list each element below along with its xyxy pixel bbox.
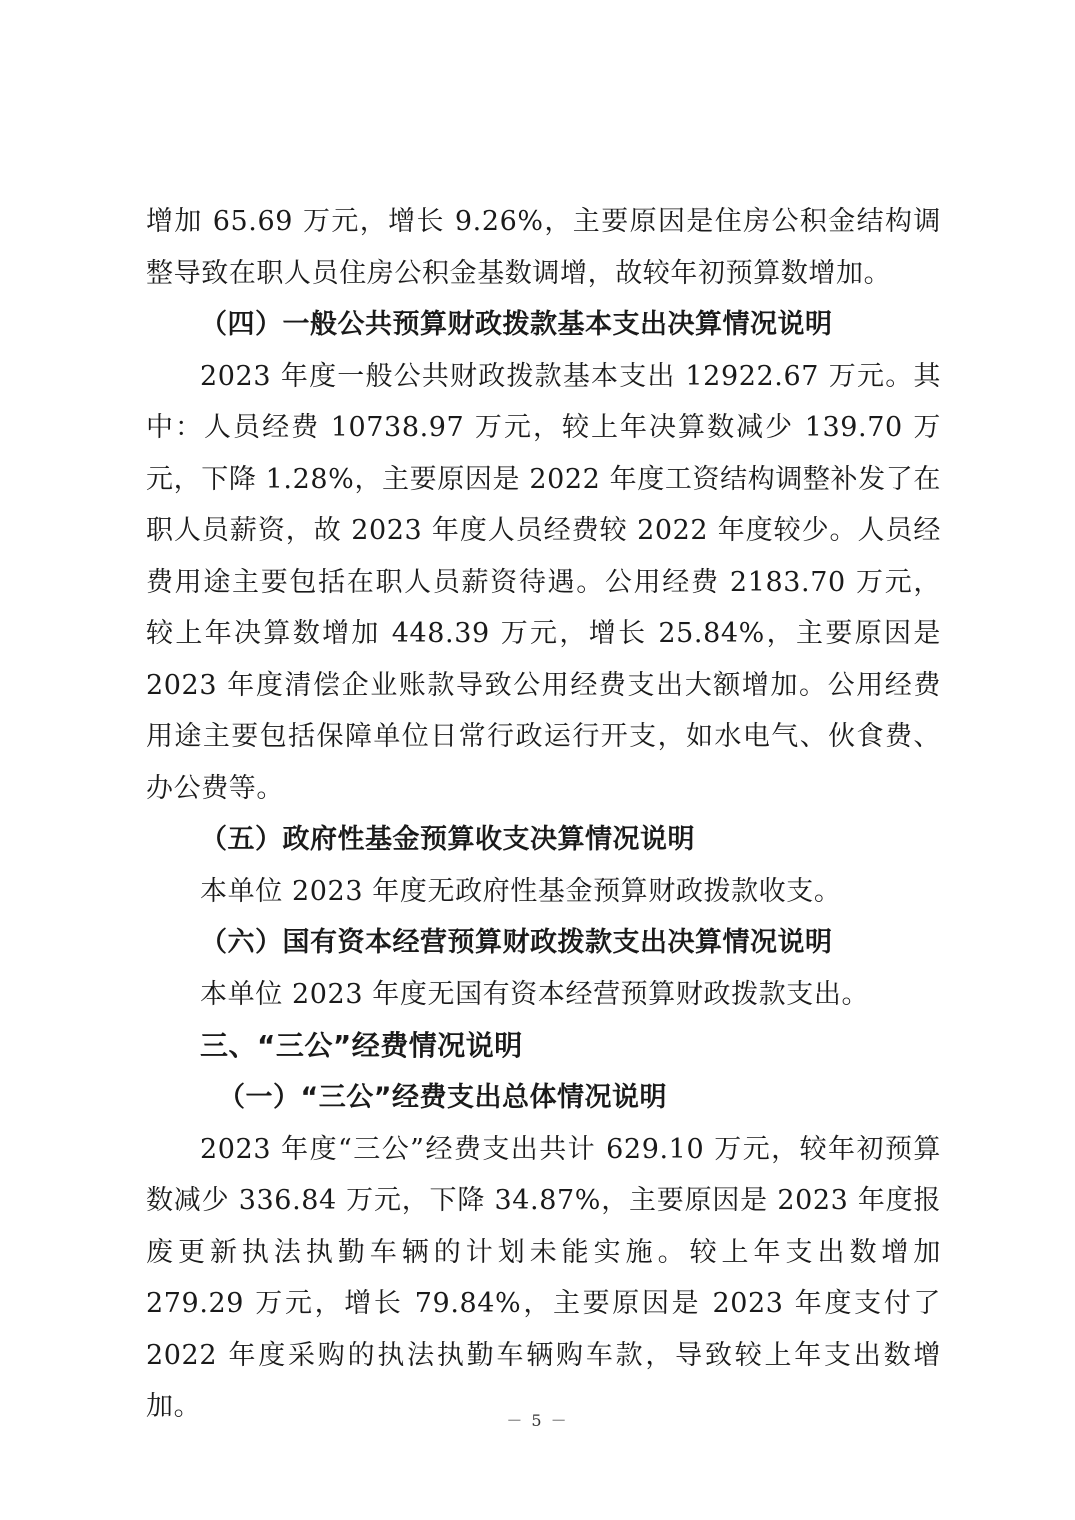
paragraph-three-public-expenses: 2023 年度“三公”经费支出共计 629.10 万元，较年初预算数减少 336.84 万元，下降 34.87%，主要原因是 2023 年度报废更新执法执勤车辆的计划未能实施。较上年支出数增加 279.29 万元，增长 79.84%，主要原因是 2023 年度支付了 2022 年度采购的执法执勤车辆购车款，导致较上年支出数增加。 [146,1133,941,1422]
chapter-heading-three: 三、“三公”经费情况说明 [200,1029,523,1062]
paragraph-government-fund: 本单位 2023 年度无政府性基金预算财政拨款收支。 [200,875,842,907]
page-number: － 5 － [506,1411,569,1430]
paragraph-state-capital: 本单位 2023 年度无国有资本经营预算财政拨款支出。 [200,978,870,1010]
paragraph-basic-expenditure: 2023 年度一般公共财政拨款基本支出 12922.67 万元。其中：人员经费 10738.97 万元，较上年决算数减少 139.70 万元，下降 1.28%，主要原因是 2022 年度工资结构调整补发了在职人员薪资，故 2023 年度人员经费较 2022 年度较少。人员经费用途主要包括在职人员薪资待遇。公用经费 2183.70 万元，较上年决算数增加 448.39 万元，增长 25.84%，主要原因是 2023 年度清偿企业账款导致公用经费支出大额增加。公用经费用途主要包括保障单位日常行政运行开支，如水电气、伙食费、办公费等。 [146,360,941,804]
document-body [146,196,941,1433]
section-heading-five: （五）政府性基金预算收支决算情况说明 [200,824,695,855]
paragraph-continued: 增加 65.69 万元，增长 9.26%，主要原因是住房公积金结构调整导致在职人员住房公积金基数调增，故较年初预算数增加。 [146,206,941,289]
section-heading-three-one: （一）“三公”经费支出总体情况说明 [218,1082,667,1113]
section-heading-six: （六）国有资本经营预算财政拨款支出决算情况说明 [200,927,833,958]
section-heading-four: （四）一般公共预算财政拨款基本支出决算情况说明 [200,309,833,340]
